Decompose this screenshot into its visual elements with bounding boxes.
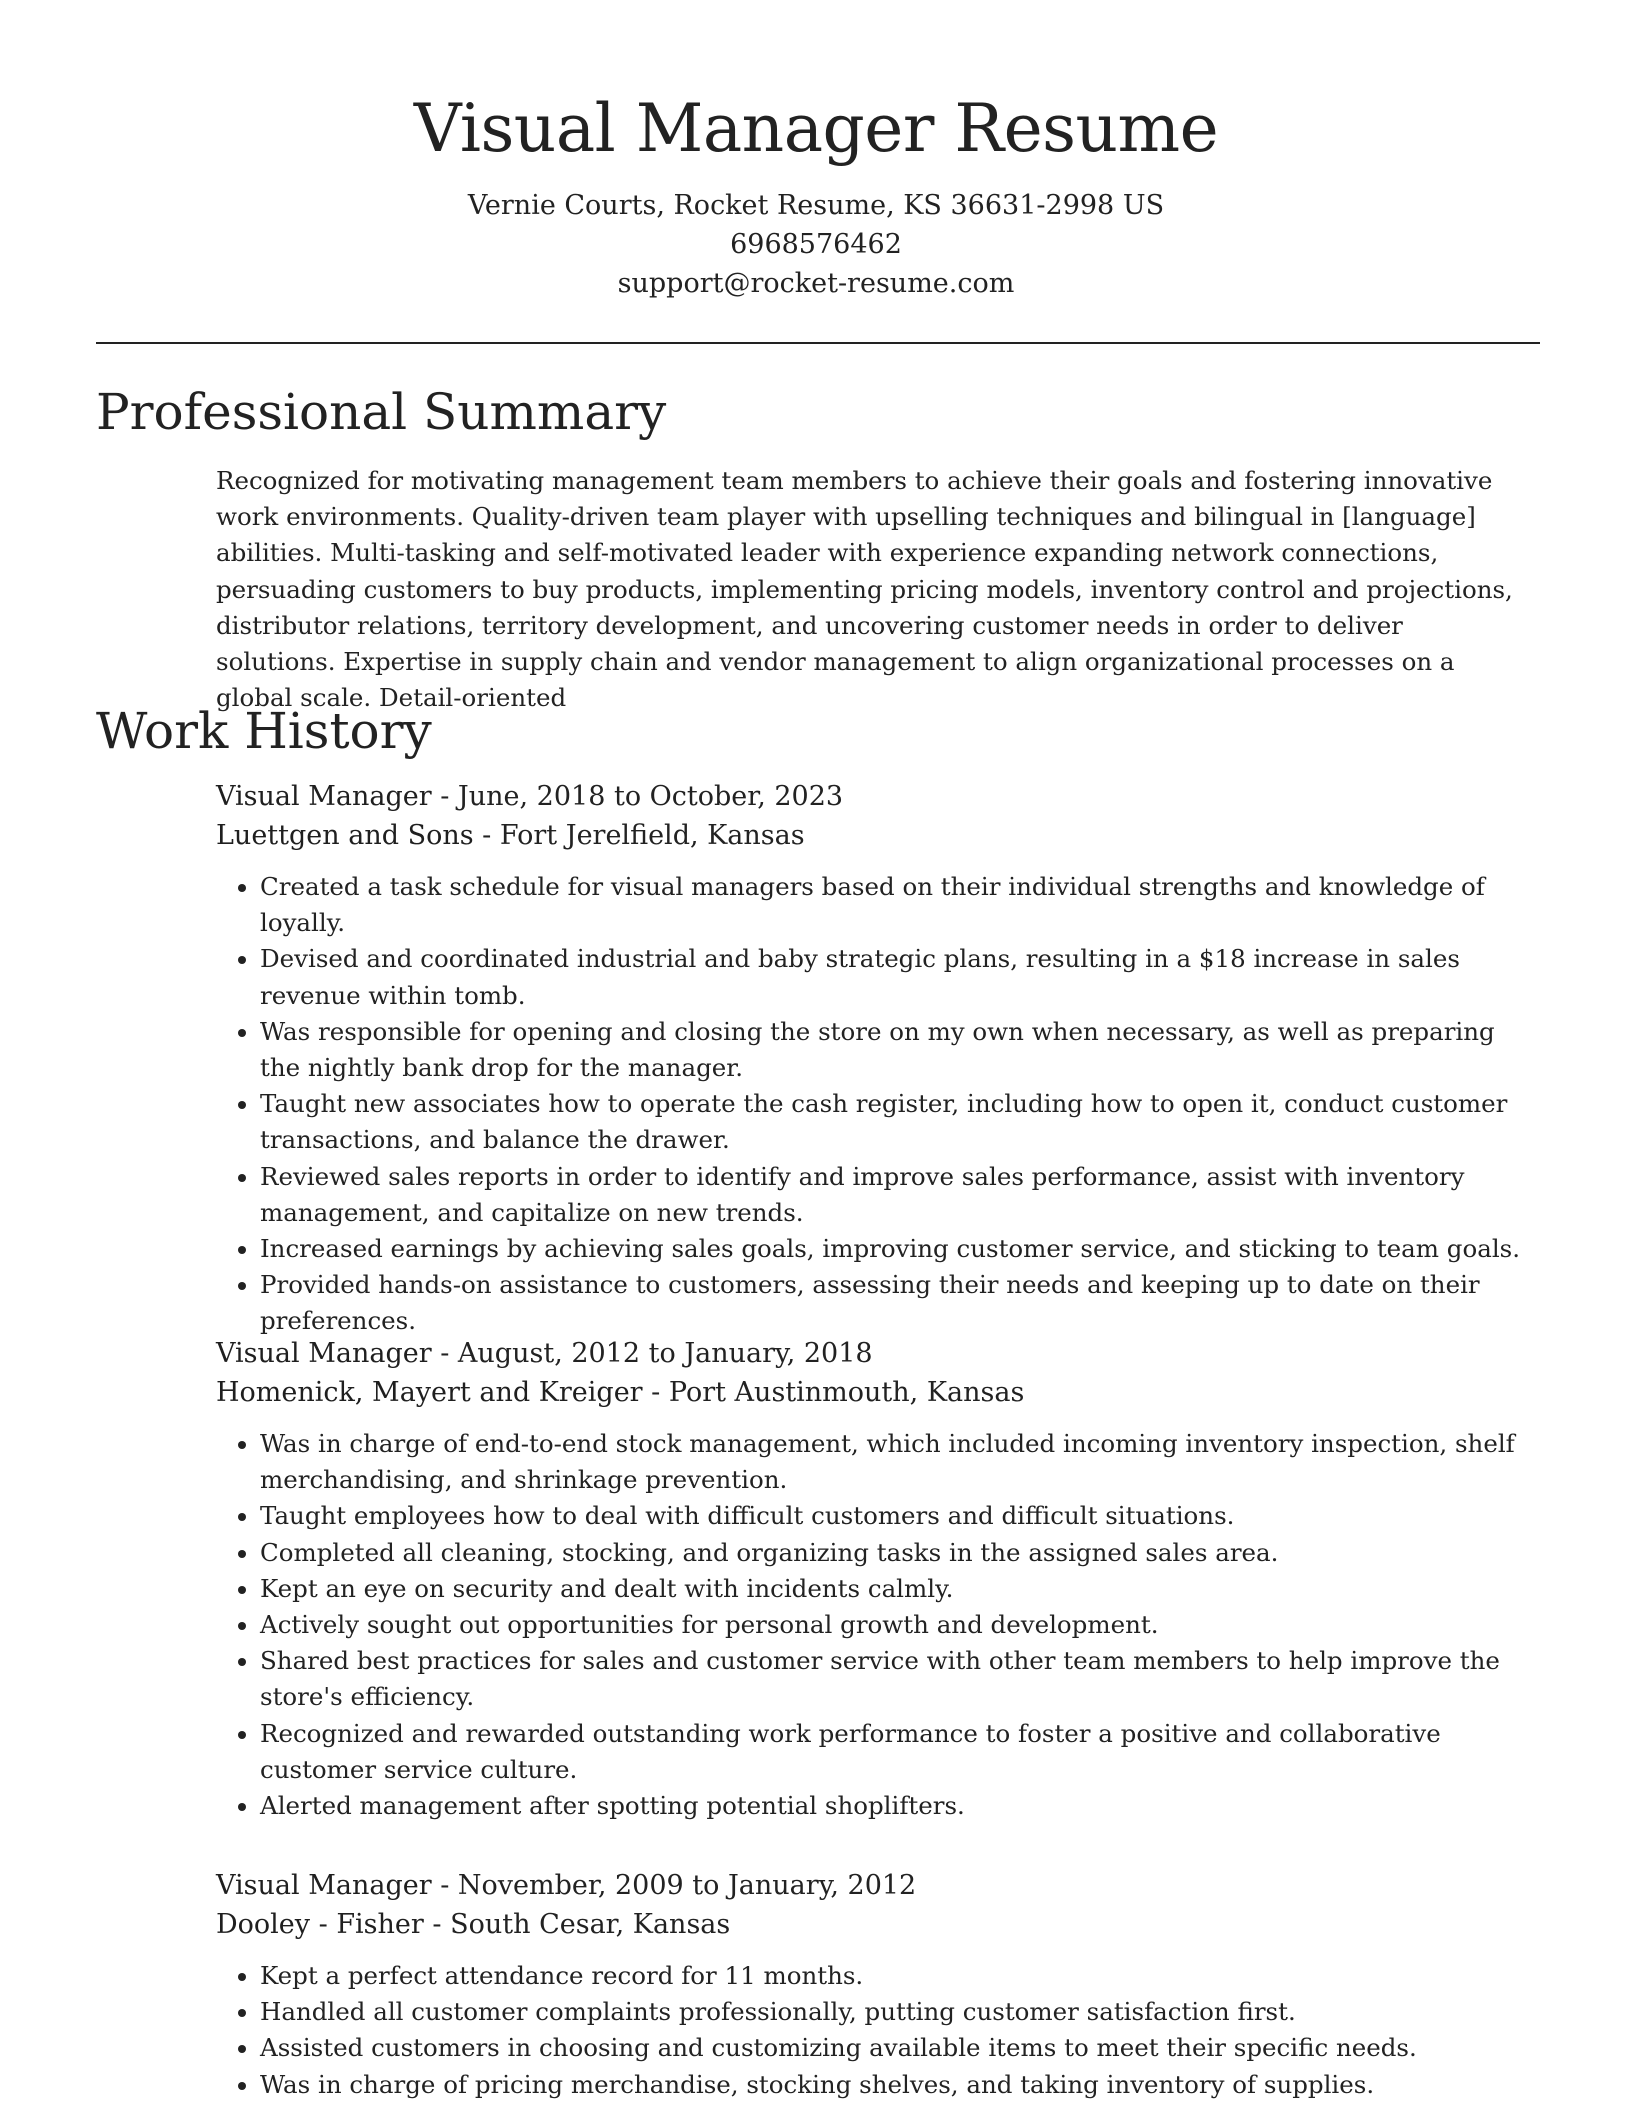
job-title: Visual Manager (216, 1338, 432, 1369)
resume-header (0, 0, 1632, 303)
separator: - (431, 1338, 458, 1369)
bullet-item: • Kept a perfect attendance record for 11 months. (260, 1958, 1536, 1994)
job-entry (216, 777, 1536, 1340)
separator: - (431, 781, 458, 812)
header-divider (96, 342, 1540, 344)
bullet-item: • Was responsible for opening and closing the store on my own when necessary, as well as preparing the nightly bank drop for the manager. (260, 1014, 1536, 1086)
bullet-item: • Alerted management after spotting potential shoplifters. (260, 1788, 1536, 1824)
job-bullets (216, 1426, 1536, 1824)
separator: - (423, 1909, 451, 1940)
separator: - (473, 820, 500, 851)
contact-info (0, 186, 1632, 303)
job-location: Fort Jerelfield, Kansas (499, 820, 805, 851)
bullet-item: • Increased earnings by achieving sales goals, improving customer service, and sticking to team goals. (260, 1231, 1536, 1267)
bullet-item: • Provided hands-on assistance to customers, assessing their needs and keeping up to date on their preferences. (260, 1267, 1536, 1339)
job-title-line (216, 1866, 1536, 1905)
job-company-line (216, 1373, 1536, 1412)
job-company-line (216, 1905, 1536, 1944)
separator: - (642, 1377, 669, 1408)
page-title: Visual Manager Resume (413, 90, 1219, 167)
job-bullets (216, 1958, 1536, 2103)
bullet-item: • Assisted customers in choosing and customizing available items to meet their specific needs. (260, 2030, 1536, 2066)
job-entry (216, 1334, 1536, 1824)
bullet-item: • Created a task schedule for visual managers based on their individual strengths and knowledge of loyally. (260, 869, 1536, 941)
summary-heading: Professional Summary (96, 383, 667, 441)
contact-email: support@rocket-resume.com (617, 268, 1015, 299)
bullet-item: • Completed all cleaning, stocking, and organizing tasks in the assigned sales area. (260, 1535, 1536, 1571)
bullet-item: • Devised and coordinated industrial and baby strategic plans, resulting in a $18 increase in sales revenue within tomb. (260, 941, 1536, 1013)
contact-address: Vernie Courts, Rocket Resume, KS 36631-2998 US (467, 190, 1165, 221)
job-company: Dooley - Fisher (216, 1909, 424, 1940)
job-company-line (216, 816, 1536, 855)
job-bullets (216, 869, 1536, 1340)
job-location: South Cesar, Kansas (450, 1909, 731, 1940)
bullet-item: • Handled all customer complaints professionally, putting customer satisfaction first. (260, 1994, 1536, 2030)
job-dates: June, 2018 to October, 2023 (457, 781, 844, 812)
work-history-heading: Work History (96, 702, 432, 760)
job-dates: November, 2009 to January, 2012 (457, 1870, 917, 1901)
bullet-item: • Was in charge of end-to-end stock management, which included incoming inventory inspection, shelf merchandising, and shrinkage prevention. (260, 1426, 1536, 1498)
bullet-item: • Taught new associates how to operate the cash register, including how to open it, conduct customer transactions, and balance the drawer. (260, 1086, 1536, 1158)
job-title-line (216, 1334, 1536, 1373)
bullet-item: • Actively sought out opportunities for personal growth and development. (260, 1607, 1536, 1643)
job-location: Port Austinmouth, Kansas (668, 1377, 1025, 1408)
bullet-item: • Shared best practices for sales and customer service with other team members to help improve the store's efficiency. (260, 1643, 1536, 1715)
job-title: Visual Manager (216, 1870, 432, 1901)
job-company: Homenick, Mayert and Kreiger (216, 1377, 643, 1408)
job-company: Luettgen and Sons (216, 820, 474, 851)
separator: - (431, 1870, 458, 1901)
job-title-line (216, 777, 1536, 816)
contact-phone: 6968576462 (730, 229, 902, 260)
bullet-item: • Taught employees how to deal with difficult customers and difficult situations. (260, 1498, 1536, 1534)
bullet-item: • Reviewed sales reports in order to identify and improve sales performance, assist with inventory management, and capitalize on new trends. (260, 1159, 1536, 1231)
bullet-item: • Recognized and rewarded outstanding work performance to foster a positive and collaborative customer service culture. (260, 1716, 1536, 1788)
bullet-item: • Was in charge of pricing merchandise, stocking shelves, and taking inventory of supplies. (260, 2067, 1536, 2103)
job-entry (216, 1866, 1536, 2103)
job-title: Visual Manager (216, 781, 432, 812)
bullet-item: • Kept an eye on security and dealt with incidents calmly. (260, 1571, 1536, 1607)
summary-text: Recognized for motivating management team members to achieve their goals and fostering innovative work environments. Quality-driven team player with upselling techniques and bilingual in [language] abilities. Multi-tasking and self-motivated leader with experience expanding network connections, persuading customers to buy products, implementing pricing models, inventory control and projections, distributor relations, territory development, and uncovering customer needs in order to deliver solutions. Expertise in supply chain and vendor management to align organizational processes on a global scale. Detail-oriented (216, 466, 1513, 713)
job-dates: August, 2012 to January, 2018 (457, 1338, 873, 1369)
